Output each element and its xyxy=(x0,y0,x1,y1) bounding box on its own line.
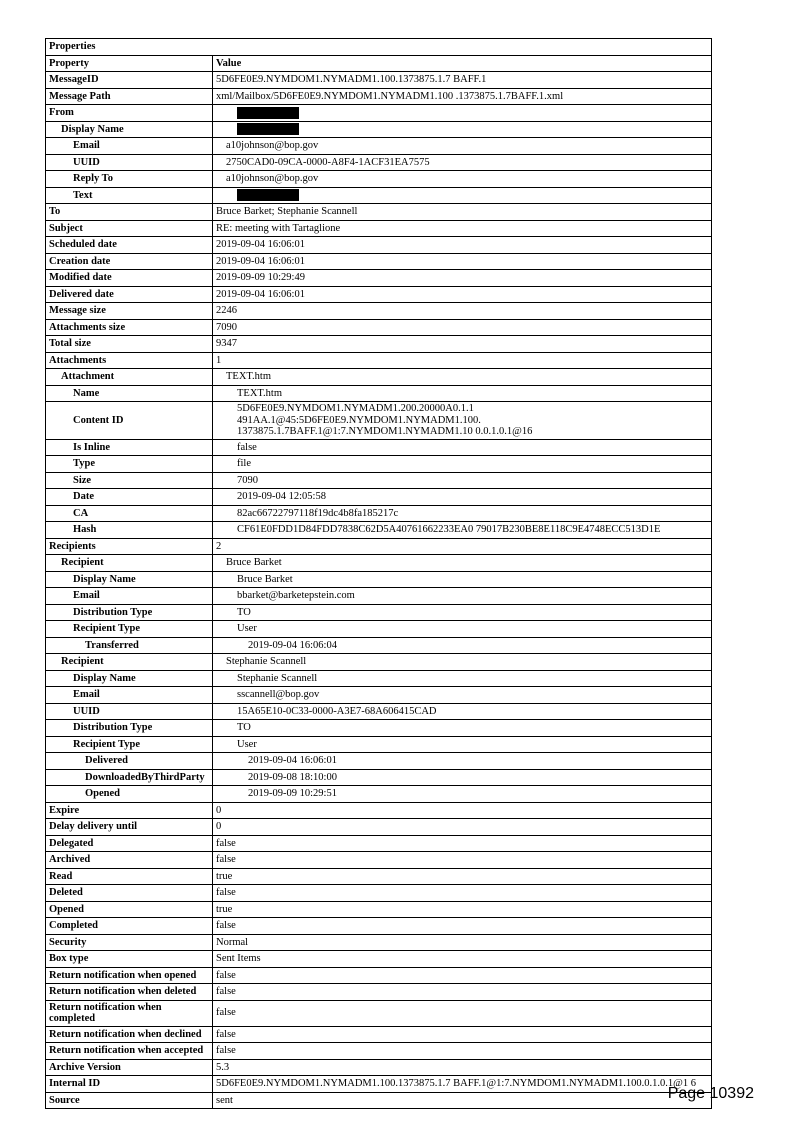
property-value: 0 xyxy=(213,819,712,836)
table-row xyxy=(46,1059,712,1076)
property-value: User xyxy=(213,621,712,638)
table-row xyxy=(46,967,712,984)
property-name: Creation date xyxy=(46,253,213,270)
property-value: 5.3 xyxy=(213,1059,712,1076)
table-title-row xyxy=(46,39,712,56)
table-row xyxy=(46,538,712,555)
property-name: Opened xyxy=(46,901,213,918)
table-row xyxy=(46,934,712,951)
property-name: Transferred xyxy=(46,637,213,654)
table-row xyxy=(46,489,712,506)
property-value: 0 xyxy=(213,802,712,819)
property-name: Attachments size xyxy=(46,319,213,336)
table-row xyxy=(46,204,712,221)
property-value: false xyxy=(213,967,712,984)
table-row xyxy=(46,654,712,671)
property-name: MessageID xyxy=(46,72,213,89)
table-title: Properties xyxy=(46,39,712,56)
table-row xyxy=(46,703,712,720)
property-name: Distribution Type xyxy=(46,720,213,737)
property-value: Bruce Barket; Stephanie Scannell xyxy=(213,204,712,221)
table-row xyxy=(46,1043,712,1060)
column-header-property: Property xyxy=(46,55,213,72)
property-value: true xyxy=(213,868,712,885)
table-row xyxy=(46,505,712,522)
property-value: xml/Mailbox/5D6FE0E9.NYMDOM1.NYMADM1.100 .1373875.1.7BAFF.1.xml xyxy=(213,88,712,105)
table-row xyxy=(46,736,712,753)
property-name: Source xyxy=(46,1092,213,1109)
table-row xyxy=(46,984,712,1001)
property-value: Stephanie Scannell xyxy=(213,654,712,671)
property-name: Attachment xyxy=(46,369,213,386)
table-row xyxy=(46,286,712,303)
property-name: Return notification when declined xyxy=(46,1026,213,1043)
table-row xyxy=(46,352,712,369)
property-value xyxy=(213,105,712,122)
property-value: Stephanie Scannell xyxy=(213,670,712,687)
property-name: Recipient xyxy=(46,654,213,671)
table-row xyxy=(46,187,712,204)
property-value: false xyxy=(213,439,712,456)
table-row xyxy=(46,105,712,122)
property-name: Text xyxy=(46,187,213,204)
property-name: Return notification when completed xyxy=(46,1000,213,1026)
property-name: Email xyxy=(46,138,213,155)
property-name: Completed xyxy=(46,918,213,935)
property-name: Delegated xyxy=(46,835,213,852)
property-value: 5D6FE0E9.NYMDOM1.NYMADM1.100.1373875.1.7 BAFF.1 xyxy=(213,72,712,89)
table-row xyxy=(46,336,712,353)
property-value: 2019-09-08 18:10:00 xyxy=(213,769,712,786)
table-row xyxy=(46,802,712,819)
property-name: Box type xyxy=(46,951,213,968)
property-value: 5D6FE0E9.NYMDOM1.NYMADM1.100.1373875.1.7 BAFF.1@1:7.NYMDOM1.NYMADM1.100.0.1.0.1@1 6 xyxy=(213,1076,712,1093)
property-value: Sent Items xyxy=(213,951,712,968)
property-value: Normal xyxy=(213,934,712,951)
table-row xyxy=(46,369,712,386)
table-row xyxy=(46,951,712,968)
property-name: DownloadedByThirdParty xyxy=(46,769,213,786)
table-row xyxy=(46,670,712,687)
property-name: Name xyxy=(46,385,213,402)
property-value: false xyxy=(213,835,712,852)
table-row xyxy=(46,1076,712,1093)
property-name: Return notification when opened xyxy=(46,967,213,984)
table-row xyxy=(46,1026,712,1043)
page-number: Page 10392 xyxy=(667,1085,754,1102)
property-name: Internal ID xyxy=(46,1076,213,1093)
property-value: false xyxy=(213,885,712,902)
property-name: Return notification when deleted xyxy=(46,984,213,1001)
table-row xyxy=(46,303,712,320)
property-name: Display Name xyxy=(46,121,213,138)
property-name: Modified date xyxy=(46,270,213,287)
table-row xyxy=(46,769,712,786)
table-row xyxy=(46,88,712,105)
property-value: TO xyxy=(213,604,712,621)
table-row xyxy=(46,1092,712,1109)
table-row xyxy=(46,918,712,935)
property-value: a10johnson@bop.gov xyxy=(213,138,712,155)
table-row xyxy=(46,154,712,171)
property-name: Message Path xyxy=(46,88,213,105)
property-value: 5D6FE0E9.NYMDOM1.NYMADM1.200.20000A0.1.1 491AA.1@45:5D6FE0E9.NYMDOM1.NYMADM1.100. 1373875.1.7BAFF.1@1:7.NYMDOM1.NYMADM1.10 0.0.1.0.1@16 xyxy=(213,402,712,440)
table-row xyxy=(46,786,712,803)
property-value: 2246 xyxy=(213,303,712,320)
table-row xyxy=(46,753,712,770)
properties-table-body xyxy=(46,39,712,1109)
property-value: 1 xyxy=(213,352,712,369)
table-row xyxy=(46,319,712,336)
property-value: CF61E0FDD1D84FDD7838C62D5A40761662233EA0 79017B230BE8E118C9E4748ECC513D1E xyxy=(213,522,712,539)
property-value: 2019-09-04 16:06:01 xyxy=(213,753,712,770)
table-row xyxy=(46,456,712,473)
table-row xyxy=(46,72,712,89)
table-row xyxy=(46,402,712,440)
property-value: false xyxy=(213,918,712,935)
property-name: CA xyxy=(46,505,213,522)
table-row xyxy=(46,522,712,539)
table-row xyxy=(46,1000,712,1026)
redaction-box xyxy=(237,123,299,135)
property-name: Display Name xyxy=(46,571,213,588)
property-name: Subject xyxy=(46,220,213,237)
table-row xyxy=(46,171,712,188)
table-row xyxy=(46,385,712,402)
property-name: Size xyxy=(46,472,213,489)
property-name: Type xyxy=(46,456,213,473)
table-row xyxy=(46,571,712,588)
property-name: UUID xyxy=(46,703,213,720)
table-row xyxy=(46,138,712,155)
property-name: Opened xyxy=(46,786,213,803)
property-value xyxy=(213,187,712,204)
table-row xyxy=(46,121,712,138)
table-row xyxy=(46,604,712,621)
property-value: bbarket@barketepstein.com xyxy=(213,588,712,605)
property-value: false xyxy=(213,1000,712,1026)
property-value: TEXT.htm xyxy=(213,369,712,386)
property-name: Distribution Type xyxy=(46,604,213,621)
property-value: sent xyxy=(213,1092,712,1109)
property-value: 2019-09-04 16:06:01 xyxy=(213,286,712,303)
property-value: 2019-09-09 10:29:51 xyxy=(213,786,712,803)
property-value: 2019-09-04 12:05:58 xyxy=(213,489,712,506)
table-row xyxy=(46,270,712,287)
property-value: 2019-09-04 16:06:04 xyxy=(213,637,712,654)
property-name: Message size xyxy=(46,303,213,320)
property-name: Delivered xyxy=(46,753,213,770)
property-name: Display Name xyxy=(46,670,213,687)
property-name: Archive Version xyxy=(46,1059,213,1076)
property-name: Recipient Type xyxy=(46,736,213,753)
table-row xyxy=(46,901,712,918)
table-row xyxy=(46,621,712,638)
table-row xyxy=(46,588,712,605)
redaction-box xyxy=(237,189,299,201)
property-name: UUID xyxy=(46,154,213,171)
property-value: RE: meeting with Tartaglione xyxy=(213,220,712,237)
redaction-box xyxy=(237,107,299,119)
property-name: Is Inline xyxy=(46,439,213,456)
property-name: Archived xyxy=(46,852,213,869)
property-value: false xyxy=(213,852,712,869)
property-value: TO xyxy=(213,720,712,737)
table-row xyxy=(46,819,712,836)
property-value: false xyxy=(213,1043,712,1060)
property-value: 7090 xyxy=(213,319,712,336)
table-row xyxy=(46,885,712,902)
property-name: Delivered date xyxy=(46,286,213,303)
property-value: false xyxy=(213,984,712,1001)
table-row xyxy=(46,555,712,572)
property-name: Recipients xyxy=(46,538,213,555)
table-row xyxy=(46,868,712,885)
property-value: 2019-09-04 16:06:01 xyxy=(213,253,712,270)
property-name: Hash xyxy=(46,522,213,539)
property-name: To xyxy=(46,204,213,221)
property-name: Delay delivery until xyxy=(46,819,213,836)
property-name: Expire xyxy=(46,802,213,819)
property-value: User xyxy=(213,736,712,753)
properties-table xyxy=(45,38,712,1109)
table-header-row xyxy=(46,55,712,72)
column-header-value: Value xyxy=(213,55,712,72)
property-name: Content ID xyxy=(46,402,213,440)
property-name: Security xyxy=(46,934,213,951)
property-value: TEXT.htm xyxy=(213,385,712,402)
table-row xyxy=(46,220,712,237)
property-value: 82ac66722797118f19dc4b8fa185217c xyxy=(213,505,712,522)
property-value: false xyxy=(213,1026,712,1043)
table-row xyxy=(46,472,712,489)
property-name: From xyxy=(46,105,213,122)
property-name: Email xyxy=(46,687,213,704)
property-name: Attachments xyxy=(46,352,213,369)
property-value: Bruce Barket xyxy=(213,571,712,588)
property-name: Deleted xyxy=(46,885,213,902)
table-row xyxy=(46,835,712,852)
property-value: true xyxy=(213,901,712,918)
property-value: 2019-09-09 10:29:49 xyxy=(213,270,712,287)
property-name: Date xyxy=(46,489,213,506)
table-row xyxy=(46,720,712,737)
property-value: 2750CAD0-09CA-0000-A8F4-1ACF31EA7575 xyxy=(213,154,712,171)
property-value xyxy=(213,121,712,138)
table-row xyxy=(46,237,712,254)
property-value: sscannell@bop.gov xyxy=(213,687,712,704)
property-name: Recipient Type xyxy=(46,621,213,638)
property-name: Recipient xyxy=(46,555,213,572)
table-row xyxy=(46,687,712,704)
property-name: Reply To xyxy=(46,171,213,188)
property-value: 2 xyxy=(213,538,712,555)
property-name: Scheduled date xyxy=(46,237,213,254)
property-name: Total size xyxy=(46,336,213,353)
property-value: file xyxy=(213,456,712,473)
property-value: 15A65E10-0C33-0000-A3E7-68A606415CAD xyxy=(213,703,712,720)
property-name: Return notification when accepted xyxy=(46,1043,213,1060)
property-value: a10johnson@bop.gov xyxy=(213,171,712,188)
table-row xyxy=(46,637,712,654)
table-row xyxy=(46,439,712,456)
property-value: 9347 xyxy=(213,336,712,353)
property-value: 7090 xyxy=(213,472,712,489)
property-value: Bruce Barket xyxy=(213,555,712,572)
property-value: 2019-09-04 16:06:01 xyxy=(213,237,712,254)
property-name: Read xyxy=(46,868,213,885)
table-row xyxy=(46,253,712,270)
property-name: Email xyxy=(46,588,213,605)
table-row xyxy=(46,852,712,869)
